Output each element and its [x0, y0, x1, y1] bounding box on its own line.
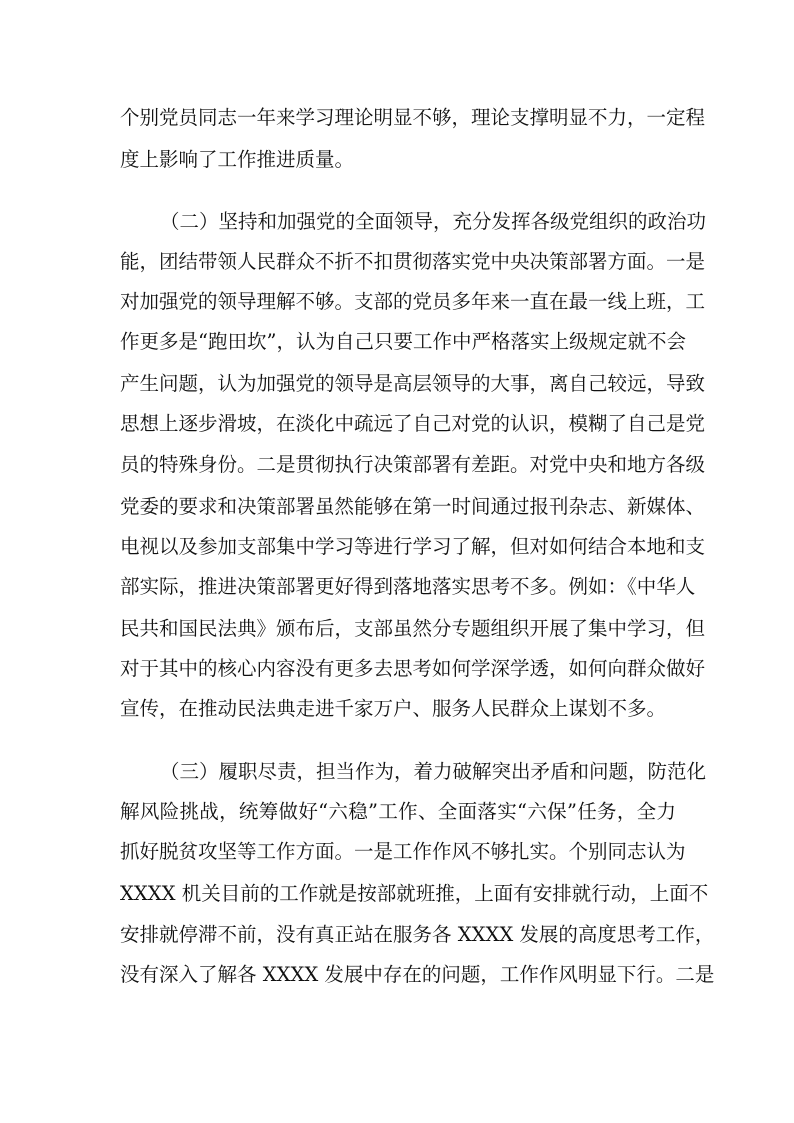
text-line: 部实际，推进决策部署更好得到落地落实思考不多。例如：《中华人 — [120, 575, 696, 598]
text-line: 解风险挑战，统筹做好“六稳”工作、全面落实“六保”任务，全力 — [120, 800, 676, 823]
text-line: 宣传，在推动民法典走进千家万户、服务人民群众上谋划不多。 — [120, 697, 667, 720]
text-line: 抓好脱贫攻坚等工作方面。一是工作作风不够扎实。个别同志认为 — [120, 840, 686, 863]
text-line: 思想上逐步滑坡，在淡化中疏远了自己对党的认识，模糊了自己是党 — [120, 412, 706, 435]
text-line: （二）坚持和加强党的全面领导，充分发挥各级党组织的政治功 — [160, 210, 707, 233]
text-line: 能，团结带领人民群众不折不扣贯彻落实党中央决策部署方面。一是 — [120, 250, 706, 273]
text-line: 安排就停滞不前，没有真正站在服务各 XXXX 发展的高度思考工作， — [120, 923, 715, 946]
text-line: 对于其中的核心内容没有更多去思考如何学深学透，如何向群众做好 — [120, 657, 706, 680]
text-line: 民共和国民法典》颁布后，支部虽然分专题组织开展了集中学习，但 — [120, 617, 706, 640]
text-line: 产生问题，认为加强党的领导是高层领导的大事，离自己较远，导致 — [120, 372, 706, 395]
text-line: 党委的要求和决策部署虽然能够在第一时间通过报刊杂志、新媒体、 — [120, 495, 706, 518]
text-line: 电视以及参加支部集中学习等进行学习了解，但对如何结合本地和支 — [120, 535, 706, 558]
text-line: XXXX 机关目前的工作就是按部就班推，上面有安排就行动，上面不 — [120, 882, 709, 905]
text-line: 个别党员同志一年来学习理论明显不够，理论支撑明显不力，一定程 — [120, 106, 706, 129]
text-line: 度上影响了工作推进质量。 — [120, 148, 355, 171]
text-line: 作更多是“跑田坎”，认为自己只要工作中严格落实上级规定就不会 — [120, 330, 686, 353]
text-line: 没有深入了解各 XXXX 发展中存在的问题，工作作风明显下行。二是 — [120, 963, 715, 986]
text-line: （三）履职尽责，担当作为，着力破解突出矛盾和问题，防范化 — [160, 760, 707, 783]
text-line: 员的特殊身份。二是贯彻执行决策部署有差距。对党中央和地方各级 — [120, 453, 706, 476]
text-line: 对加强党的领导理解不够。支部的党员多年来一直在最一线上班，工 — [120, 290, 706, 313]
